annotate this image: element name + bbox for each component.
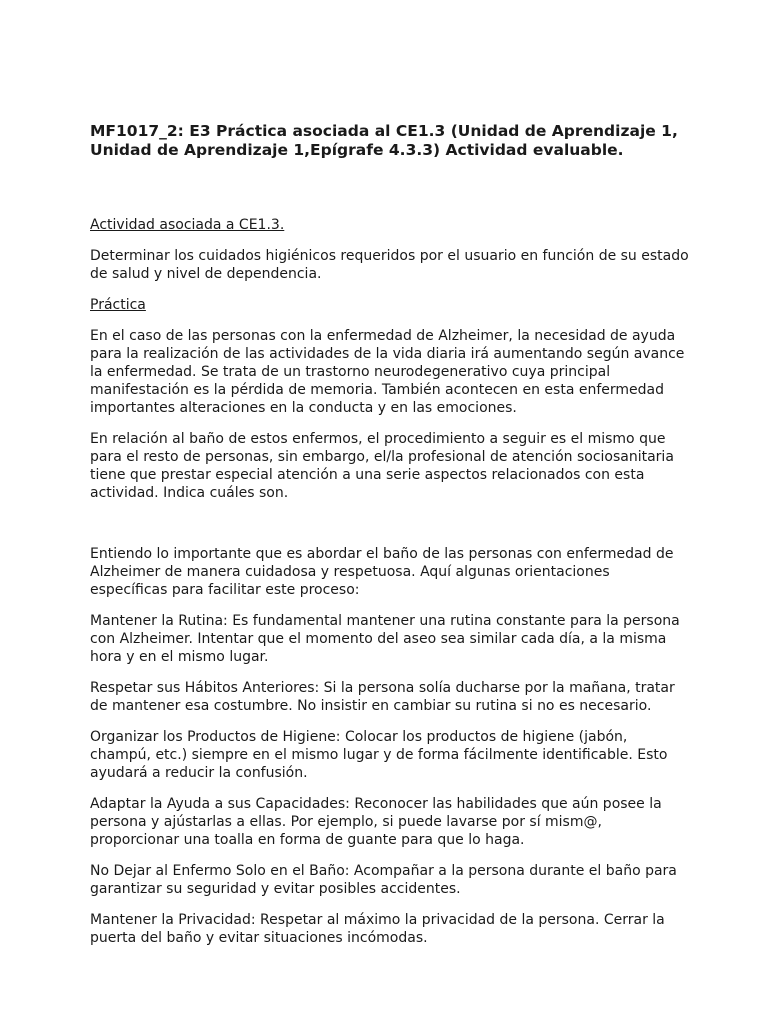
answer-point-1: Mantener la Rutina: Es fundamental mantener una rutina constante para la persona con Alzheimer. Intentar que el momento del aseo sea similar cada día, a la misma hora y en el mismo lugar.: [90, 613, 680, 665]
answer-point-2: Respetar sus Hábitos Anteriores: Si la persona solía ducharse por la mañana, tratar de mantener esa costumbre. No insistir en cambiar su rutina si no es necesario.: [90, 680, 675, 714]
document-page: [90, 122, 690, 947]
activity-text: Determinar los cuidados higiénicos requeridos por el usuario en función de su estado de salud y nivel de dependencia.: [90, 248, 689, 282]
document-title: MF1017_2: E3 Práctica asociada al CE1.3 (Unidad de Aprendizaje 1, Unidad de Aprendizaje 1,Epígrafe 4.3.3) Actividad evaluable.: [90, 122, 678, 159]
practice-heading: Práctica: [90, 297, 146, 313]
answer-point-5: No Dejar al Enfermo Solo en el Baño: Acompañar a la persona durante el baño para garantizar su seguridad y evitar posibles accidentes.: [90, 863, 677, 897]
activity-heading: Actividad asociada a CE1.3.: [90, 217, 285, 233]
answer-point-4: Adaptar la Ayuda a sus Capacidades: Reconocer las habilidades que aún posee la persona y ajústarlas a ellas. Por ejemplo, si puede lavarse por sí mism@, proporcionar una toalla en forma de guante para que lo haga.: [90, 796, 662, 848]
practice-paragraph-1: En el caso de las personas con la enfermedad de Alzheimer, la necesidad de ayuda para la realización de las actividades de la vida diaria irá aumentando según avance la enfermedad. Se trata de un trastorno neurodegenerativo cuya principal manifestación es la pérdida de memoria. También acontecen en esta enfermedad importantes alteraciones en la conducta y en las emociones.: [90, 328, 685, 416]
answer-point-3: Organizar los Productos de Higiene: Colocar los productos de higiene (jabón, champú, etc.) siempre en el mismo lugar y de forma fácilmente identificable. Esto ayudará a reducir la confusión.: [90, 729, 668, 781]
answer-intro: Entiendo lo importante que es abordar el baño de las personas con enfermedad de Alzheimer de manera cuidadosa y respetuosa. Aquí algunas orientaciones específicas para facilitar este proceso:: [90, 546, 674, 598]
answer-point-6: Mantener la Privacidad: Respetar al máximo la privacidad de la persona. Cerrar la puerta del baño y evitar situaciones incómodas.: [90, 912, 665, 946]
practice-paragraph-2: En relación al baño de estos enfermos, el procedimiento a seguir es el mismo que para el resto de personas, sin embargo, el/la profesional de atención sociosanitaria tiene que prestar especial atención a una serie aspectos relacionados con esta actividad. Indica cuáles son.: [90, 431, 674, 501]
